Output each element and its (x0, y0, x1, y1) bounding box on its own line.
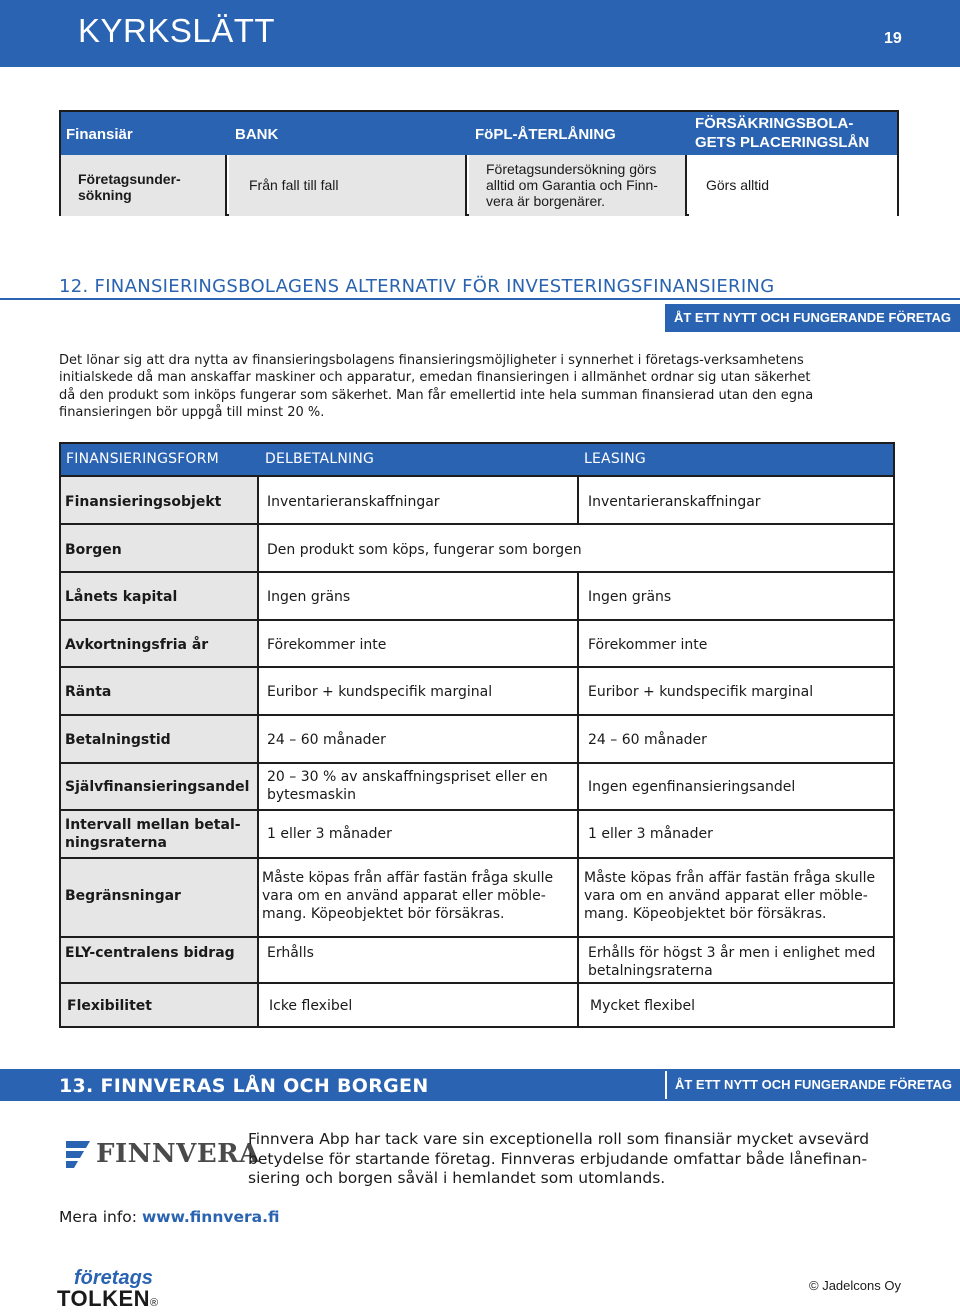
cell-value-line1: Måste köpas från affär fastän fråga skulle (584, 870, 876, 886)
row-label-cell (61, 477, 257, 523)
paragraph-line: initialskede då man anskaffar maskiner och apparatur, emedan finansieringen i allmänhet ordnar sig utan säkerhet (59, 370, 811, 386)
cell-value: 1 eller 3 månader (588, 826, 713, 842)
cell-value: Ingen gräns (267, 589, 351, 605)
bank-cell (229, 155, 467, 216)
header-bank: BANK (235, 126, 279, 143)
section-13-tag: ÅT ETT NYTT OCH FUNGERANDE FÖRETAG (665, 1071, 960, 1099)
leasing-cell (577, 938, 893, 982)
footer-logo (57, 1286, 159, 1312)
delbetalning-cell (257, 668, 577, 714)
fopl-line3: vera är borgenärer. (486, 193, 606, 209)
forsakring-cell (689, 155, 897, 216)
section-13-title: 13. FINNVERAS LÅN OCH BORGEN (59, 1075, 429, 1097)
table-row (61, 982, 893, 1026)
fopl-line1: Företagsundersökning görs (486, 161, 657, 177)
cell-value: Icke flexibel (269, 998, 353, 1014)
registered-mark: ® (150, 1297, 159, 1309)
row-label-line2: ningsraterna (65, 835, 167, 851)
row-label-cell (61, 155, 227, 216)
finnvera-link[interactable]: www.finnvera.fi (141, 1208, 280, 1226)
table-header-row (61, 444, 893, 475)
table-header-cell (469, 112, 689, 155)
section-12-paragraph (59, 352, 907, 421)
cell-value: Den produkt som köps, fungerar som borgen (267, 542, 582, 558)
table-row (61, 936, 893, 982)
bank-value: Från fall till fall (249, 177, 339, 193)
delbetalning-cell (257, 573, 577, 619)
finnvera-emblem-icon (64, 1137, 96, 1171)
row-label: Självfinansieringsandel (65, 779, 250, 795)
cell-value: 24 – 60 månader (588, 732, 707, 748)
row-label-line1: Företagsunder- (78, 171, 181, 187)
cell-value: Ingen gräns (588, 589, 672, 605)
finnvera-logo-text: FINNVERA (96, 1139, 260, 1169)
row-label: Borgen (65, 542, 122, 558)
row-label-cell (61, 764, 257, 809)
footer-logo-line2: TOLKEN (57, 1286, 151, 1311)
row-label: Flexibilitet (67, 998, 152, 1014)
cell-value: 24 – 60 månader (267, 732, 386, 748)
row-label: ELY-centralens bidrag (65, 945, 235, 961)
merged-cell (257, 525, 893, 571)
section-13-paragraph (248, 1130, 908, 1189)
cell-value-line1: Måste köpas från affär fastän fråga skulle (262, 870, 554, 886)
table-row (61, 619, 893, 666)
row-label: Betalningstid (65, 732, 171, 748)
table-row (61, 666, 893, 714)
section-12-title: 12. FINANSIERINGSBOLAGENS ALTERNATIV FÖR INVESTERINGSFINANSIERING (59, 276, 775, 297)
cell-value: Inventarieranskaffningar (588, 494, 761, 510)
row-label-line2: sökning (78, 187, 132, 203)
page-title: KYRKSLÄTT (78, 12, 276, 49)
table-row (61, 523, 893, 571)
row-label: Avkortningsfria år (65, 637, 209, 653)
delbetalning-cell (257, 764, 577, 809)
cell-value: Euribor + kundspecifik marginal (588, 684, 814, 700)
guarantee-table (59, 110, 899, 216)
copyright: © Jadelcons Oy (809, 1278, 901, 1293)
cell-value: Mycket flexibel (590, 998, 695, 1014)
cell-value-line3: mang. Köpeobjektet bör försäkras. (584, 906, 827, 922)
cell-value-line3: mang. Köpeobjektet bör försäkras. (262, 906, 505, 922)
delbetalning-cell (257, 938, 577, 982)
financing-table (59, 442, 895, 1028)
row-label: Finansieringsobjekt (65, 494, 222, 510)
cell-value-line2: vara om en använd apparat eller möble- (262, 888, 546, 904)
row-label: Lånets kapital (65, 589, 178, 605)
row-label-cell (61, 859, 257, 936)
table-header-cell (229, 112, 469, 155)
table-row (61, 571, 893, 619)
leasing-cell (577, 716, 893, 762)
header-forsakring-line2: GETS PLACERINGSLÅN (695, 134, 870, 151)
section-divider (0, 298, 960, 300)
leasing-cell (577, 668, 893, 714)
more-info-label: Mera info: (59, 1208, 142, 1226)
leasing-cell (577, 984, 893, 1026)
header-finansiar: Finansiär (66, 126, 133, 143)
table-row (61, 714, 893, 762)
row-label-cell (61, 811, 257, 857)
header-finansieringsform: FINANSIERINGSFORM (66, 451, 219, 467)
row-label-cell (61, 525, 257, 571)
header-leasing: LEASING (584, 451, 646, 467)
table-header-cell (61, 112, 229, 155)
row-label-cell (61, 938, 257, 982)
table-header-cell (689, 112, 897, 155)
row-label: Ränta (65, 684, 112, 700)
paragraph-line: betydelse för startande företag. Finnveras erbjudande omfattar både lånefinan- (248, 1149, 868, 1168)
table-row (61, 809, 893, 857)
cell-value-line2: bytesmaskin (267, 787, 356, 803)
delbetalning-cell (257, 859, 577, 936)
cell-value: Förekommer inte (588, 637, 708, 653)
leasing-cell (577, 477, 893, 523)
row-label-cell (61, 573, 257, 619)
paragraph-line: Det lönar sig att dra nytta av finansieringsbolagens finansieringsmöjligheter i synnerhet i företags-verksamhetens (59, 353, 804, 368)
paragraph-line: siering och borgen såväl i hemlandet som utomlands. (248, 1169, 666, 1187)
footer-logo-line1: företags (74, 1267, 153, 1289)
cell-value: 1 eller 3 månader (267, 826, 392, 842)
header-fopl: FöPL-ÅTERLÅNING (475, 126, 616, 143)
forsakring-value: Görs alltid (706, 177, 770, 193)
fopl-cell (469, 155, 687, 216)
cell-value: Förekommer inte (267, 637, 387, 653)
cell-value-line2: betalningsraterna (588, 963, 713, 979)
delbetalning-cell (257, 477, 577, 523)
row-label-cell (61, 984, 257, 1026)
delbetalning-cell (257, 621, 577, 666)
row-label: Begränsningar (65, 888, 181, 904)
cell-value: Ingen egenfinansieringsandel (588, 779, 796, 795)
page-number: 19 (884, 30, 902, 47)
cell-value-line1: 20 – 30 % av anskaffningspriset eller en (267, 769, 548, 785)
leasing-cell (577, 621, 893, 666)
delbetalning-cell (257, 716, 577, 762)
header-delbetalning: DELBETALNING (265, 451, 375, 467)
table-row (61, 762, 893, 809)
leasing-cell (577, 811, 893, 857)
delbetalning-cell (257, 811, 577, 857)
paragraph-line: Finnvera Abp har tack vare sin exceptionella roll som finansiär mycket avsevärd (248, 1130, 870, 1148)
paragraph-line: finansieringen bör uppgå till minst 20 %. (59, 404, 325, 420)
row-label-cell (61, 716, 257, 762)
delbetalning-cell (257, 984, 577, 1026)
leasing-cell (577, 573, 893, 619)
cell-value-line2: vara om en använd apparat eller möble- (584, 888, 868, 904)
paragraph-line: då den produkt som inköps fungerar som säkerhet. Man får emellertid inte hela summan finansierad utan den egna (59, 387, 814, 403)
cell-value: Euribor + kundspecifik marginal (267, 684, 493, 700)
cell-value: Erhålls (267, 945, 314, 961)
row-label-cell (61, 668, 257, 714)
cell-value-line1: Erhålls för högst 3 år men i enlighet med (588, 945, 876, 961)
row-label-line1: Intervall mellan betal- (65, 817, 241, 833)
page-header (0, 0, 960, 67)
header-forsakring-line1: FÖRSÄKRINGSBOLA- (695, 115, 854, 132)
section-12-tag: ÅT ETT NYTT OCH FUNGERANDE FÖRETAG (665, 304, 960, 332)
fopl-line2: alltid om Garantia och Finn- (486, 177, 658, 193)
finnvera-logo (64, 1137, 260, 1175)
cell-value: Inventarieranskaffningar (267, 494, 440, 510)
more-info (59, 1208, 279, 1226)
table-row (61, 857, 893, 936)
leasing-cell (577, 859, 893, 936)
row-label-cell (61, 621, 257, 666)
leasing-cell (577, 764, 893, 809)
table-row (61, 475, 893, 523)
